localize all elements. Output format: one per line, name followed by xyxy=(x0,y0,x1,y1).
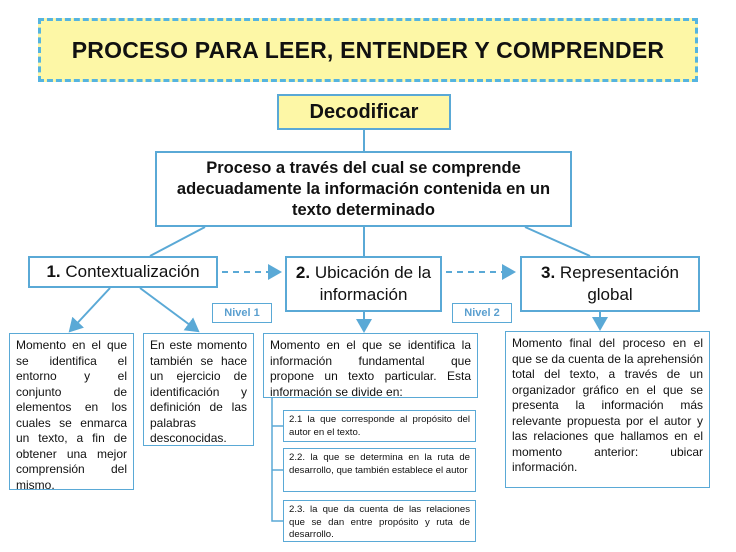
step-number: 2. xyxy=(295,263,311,282)
connector-definition-step1 xyxy=(150,227,205,256)
sub-item-bracket xyxy=(272,398,283,521)
step-number: 3. xyxy=(541,263,556,282)
arrow-step1-desc-a xyxy=(70,288,110,331)
connector-definition-step3 xyxy=(525,227,590,256)
sub-item-2-2: 2.2. la que se determina en la ruta de desarrollo, que también establece el autor xyxy=(283,448,476,492)
arrow-step1-desc-b xyxy=(140,288,198,331)
step-contextualizacion xyxy=(28,256,218,288)
representacion-description: Momento final del proceso en el que se da cuenta de la aprehensión total del texto, a través de un organizador gráfico en el que se presenta la información más relevante propuesta por el autor y las relaciones que hallamos en el momento anterior: ubicar información. xyxy=(505,331,710,488)
definition-box: Proceso a través del cual se comprende adecuadamente la información contenida en un texto determinado xyxy=(155,151,572,227)
decodificar-box: Decodificar xyxy=(277,94,451,130)
contextualizacion-description-b: En este momento también se hace un ejercicio de identificación y definición de las palabras desconocidas. xyxy=(143,333,254,446)
nivel-1-badge: Nivel 1 xyxy=(212,303,272,323)
step-number: 1. xyxy=(46,262,61,281)
sub-item-2-3: 2.3. la que da cuenta de las relaciones que se dan entre propósito y ruta de desarrollo. xyxy=(283,500,476,542)
sub-item-2-1: 2.1 la que corresponde al propósito del autor en el texto. xyxy=(283,410,476,442)
nivel-2-badge: Nivel 2 xyxy=(452,303,512,323)
page-title: PROCESO PARA LEER, ENTENDER Y COMPRENDER xyxy=(38,18,698,82)
step-label: Contextualización xyxy=(65,262,200,281)
ubicacion-description: Momento en el que se identifica la información fundamental que propone un texto particular. Esta información se divide en: xyxy=(263,333,478,398)
step-ubicacion xyxy=(285,256,442,312)
step-label: Ubicación de la información xyxy=(314,263,432,304)
step-label: Representación global xyxy=(559,263,679,304)
contextualizacion-description-a: Momento en el que se identifica el entorno y el conjunto de elementos en los cuales se enmarca un texto, a fin de obtener una mejor comprensión del mismo. xyxy=(9,333,134,490)
step-representacion xyxy=(520,256,700,312)
